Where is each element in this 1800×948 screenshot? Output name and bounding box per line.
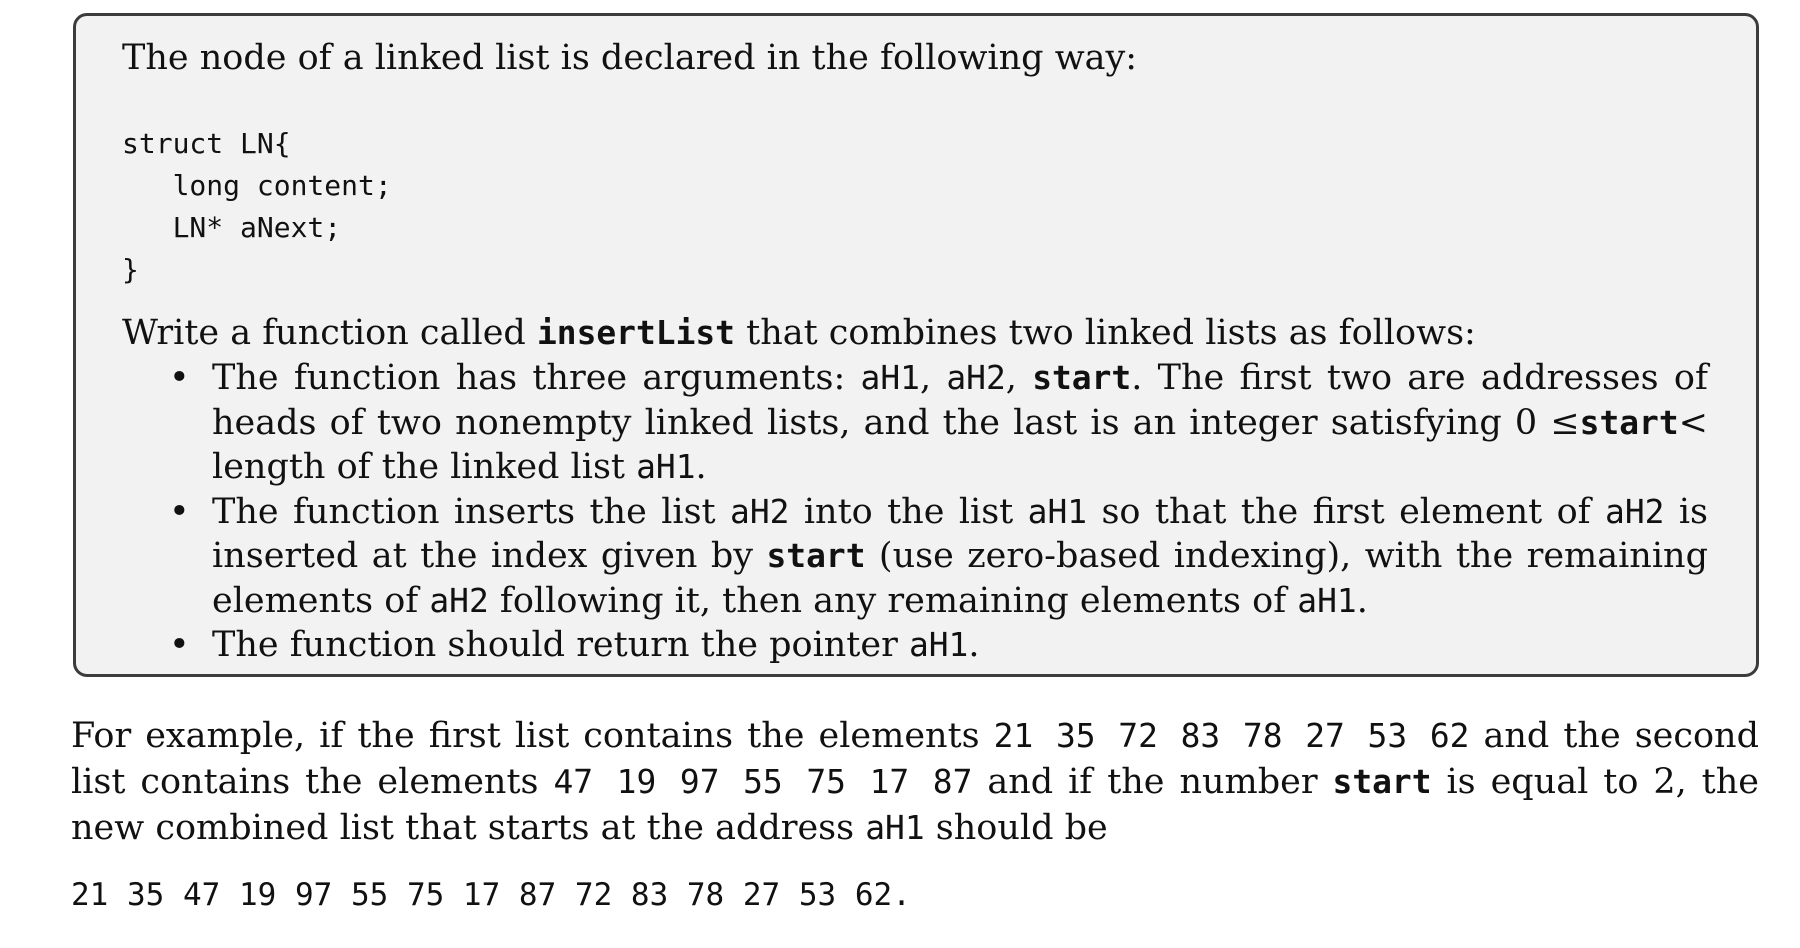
bullet-arguments: • The function has three arguments: aH1, aH2, start. The first two are addresses of heads of two nonempty linked lists, and the last is an integer satisfying 0 ≤start< length of the linked list aH1. [169,358,1708,487]
example-paragraph: For example, if the first list contains the elements 21 35 72 83 78 27 53 62 and the second list contains the elements 47 19 97 55 75 17 87 and if the number start is equal to 2, the new combined list that starts at the address aH1 should be [71,716,1759,848]
bullet-dot: • [169,625,190,665]
code-line: struct LN{ [122,127,291,160]
bullet-dot: • [169,358,190,398]
problem-box [73,13,1759,677]
requirements-list [122,356,1708,668]
function-name: insertList [536,313,735,352]
code-line: } [122,253,139,286]
code-line: LN* aNext; [122,211,342,244]
combined-list-result: 21 35 47 19 97 55 75 17 87 72 83 78 27 53 62. [71,877,911,913]
intro-text: The node of a linked list is declared in the following way: [122,38,1138,78]
bullet-return: • The function should return the pointer aH1. [122,623,1708,668]
bullet-insertion: • The function inserts the list aH2 into the list aH1 so that the first element of aH2 is inserted at the index given by start (use zero-based indexing), with the remaining elements of aH2 following it, then any remaining elements of aH1. [169,491,1708,621]
code-line: long content; [122,169,392,202]
task-description [122,311,1476,355]
second-list-elements: 47 19 97 55 75 17 87 [553,762,973,801]
task-suffix: that combines two linked lists as follows: [735,313,1476,353]
bullet-dot: • [169,491,190,532]
task-prefix: Write a function called [122,313,537,353]
struct-code-block [122,123,392,291]
first-list-elements: 21 35 72 83 78 27 53 62 [993,716,1470,755]
